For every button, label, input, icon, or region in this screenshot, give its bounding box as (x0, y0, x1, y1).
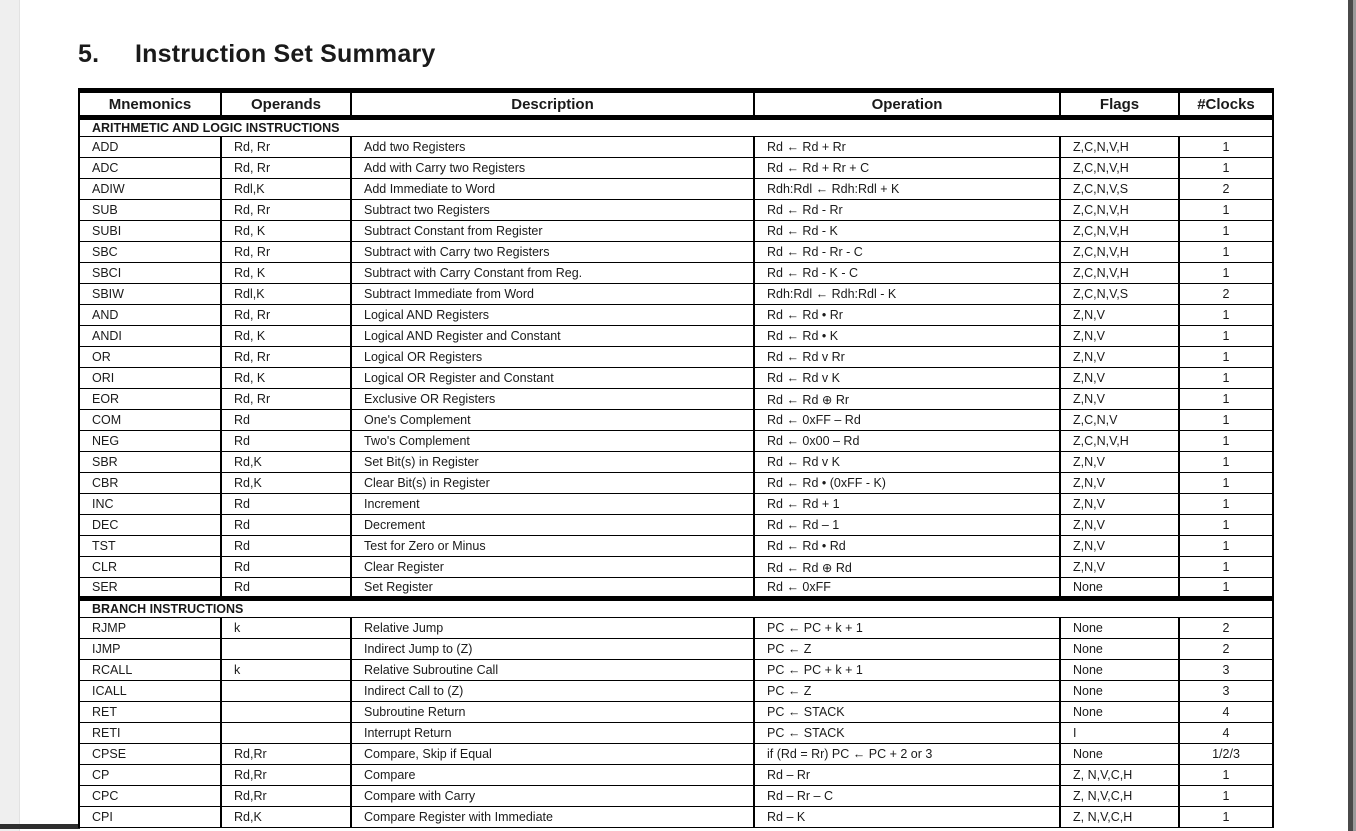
cell-operation: Rd ← Rd • Rd (754, 536, 1060, 557)
cell-clocks: 1 (1179, 536, 1273, 557)
cell-mnemonics: ICALL (79, 681, 221, 702)
cell-operands: Rd,K (221, 473, 351, 494)
cell-flags: Z,C,N,V,S (1060, 284, 1179, 305)
cell-clocks: 1 (1179, 578, 1273, 599)
cell-operation: Rd ← Rd + Rr + C (754, 158, 1060, 179)
cell-clocks: 1 (1179, 242, 1273, 263)
cell-operands: Rd (221, 431, 351, 452)
cell-mnemonics: SUBI (79, 221, 221, 242)
cell-description: Test for Zero or Minus (351, 536, 754, 557)
cell-description: Set Bit(s) in Register (351, 452, 754, 473)
table-row (79, 284, 1273, 305)
cell-operation: Rd ← Rd – 1 (754, 515, 1060, 536)
cell-flags: Z, N,V,C,H (1060, 807, 1179, 828)
cell-description: Indirect Call to (Z) (351, 681, 754, 702)
cell-mnemonics: COM (79, 410, 221, 431)
cell-mnemonics: CBR (79, 473, 221, 494)
cell-description: Compare (351, 765, 754, 786)
cell-mnemonics: SER (79, 578, 221, 599)
cell-operands (221, 639, 351, 660)
cell-clocks: 2 (1179, 618, 1273, 639)
cell-flags: Z,N,V (1060, 368, 1179, 389)
cell-flags: Z,C,N,V,H (1060, 200, 1179, 221)
cell-description: Compare with Carry (351, 786, 754, 807)
cell-operands: Rd, Rr (221, 389, 351, 410)
cell-clocks: 3 (1179, 660, 1273, 681)
cell-mnemonics: ADC (79, 158, 221, 179)
cell-operation: Rdh:Rdl ← Rdh:Rdl + K (754, 179, 1060, 200)
cell-flags: Z,N,V (1060, 494, 1179, 515)
cell-clocks: 1 (1179, 263, 1273, 284)
cell-operands: Rd, Rr (221, 158, 351, 179)
table-body (79, 118, 1273, 828)
cell-description: One's Complement (351, 410, 754, 431)
cell-description: Subroutine Return (351, 702, 754, 723)
cell-operation: Rd ← Rd ⊕ Rr (754, 389, 1060, 410)
cell-operands (221, 723, 351, 744)
cell-operands: Rd,Rr (221, 786, 351, 807)
cell-flags: Z,N,V (1060, 536, 1179, 557)
cell-description: Add two Registers (351, 137, 754, 158)
cell-mnemonics: ANDI (79, 326, 221, 347)
cell-clocks: 1/2/3 (1179, 744, 1273, 765)
cell-clocks: 1 (1179, 515, 1273, 536)
cell-clocks: 1 (1179, 389, 1273, 410)
section-header: ARITHMETIC AND LOGIC INSTRUCTIONS (79, 118, 1273, 137)
cell-description: Set Register (351, 578, 754, 599)
cell-description: Subtract with Carry Constant from Reg. (351, 263, 754, 284)
table-row (79, 368, 1273, 389)
cell-operation: Rd ← Rd + Rr (754, 137, 1060, 158)
cell-operands: Rd,Rr (221, 765, 351, 786)
cell-description: Interrupt Return (351, 723, 754, 744)
table-row (79, 179, 1273, 200)
cell-mnemonics: SBC (79, 242, 221, 263)
cell-flags: None (1060, 681, 1179, 702)
cell-mnemonics: INC (79, 494, 221, 515)
table-row (79, 242, 1273, 263)
page-left-margin-strip (0, 0, 20, 831)
table-row (79, 765, 1273, 786)
table-row (79, 536, 1273, 557)
cell-mnemonics: OR (79, 347, 221, 368)
cell-operands: Rd (221, 536, 351, 557)
cell-clocks: 1 (1179, 494, 1273, 515)
cell-flags: Z,N,V (1060, 473, 1179, 494)
cell-operation: PC ← Z (754, 639, 1060, 660)
cell-clocks: 3 (1179, 681, 1273, 702)
cell-flags: None (1060, 639, 1179, 660)
cell-operation: if (Rd = Rr) PC ← PC + 2 or 3 (754, 744, 1060, 765)
cell-clocks: 1 (1179, 473, 1273, 494)
cell-flags: Z,N,V (1060, 515, 1179, 536)
cell-operands: k (221, 618, 351, 639)
cell-operation: Rd ← Rd - Rr - C (754, 242, 1060, 263)
cell-operation: Rd ← Rd • Rr (754, 305, 1060, 326)
cell-operation: Rd ← 0x00 – Rd (754, 431, 1060, 452)
cell-clocks: 1 (1179, 452, 1273, 473)
cell-mnemonics: SBR (79, 452, 221, 473)
cell-description: Clear Bit(s) in Register (351, 473, 754, 494)
cell-mnemonics: CPC (79, 786, 221, 807)
cell-clocks: 1 (1179, 221, 1273, 242)
cell-mnemonics: CLR (79, 557, 221, 578)
page-bottom-edge (0, 824, 80, 829)
cell-flags: Z,C,N,V,H (1060, 221, 1179, 242)
cell-operation: PC ← PC + k + 1 (754, 660, 1060, 681)
section-number: 5. (78, 40, 100, 68)
cell-description: Logical AND Register and Constant (351, 326, 754, 347)
cell-mnemonics: SBCI (79, 263, 221, 284)
cell-operands: Rd, Rr (221, 242, 351, 263)
table-row (79, 221, 1273, 242)
cell-description: Relative Jump (351, 618, 754, 639)
table-row (79, 200, 1273, 221)
cell-flags: Z,C,N,V,H (1060, 158, 1179, 179)
cell-operation: Rd ← Rd v K (754, 368, 1060, 389)
cell-flags: Z,N,V (1060, 557, 1179, 578)
cell-flags: None (1060, 660, 1179, 681)
cell-mnemonics: ADD (79, 137, 221, 158)
cell-operands: Rd, K (221, 326, 351, 347)
cell-description: Subtract two Registers (351, 200, 754, 221)
cell-mnemonics: RJMP (79, 618, 221, 639)
cell-operands: k (221, 660, 351, 681)
cell-flags: Z,C,N,V,H (1060, 431, 1179, 452)
cell-description: Subtract Immediate from Word (351, 284, 754, 305)
cell-operands: Rd, Rr (221, 137, 351, 158)
table-row (79, 578, 1273, 599)
cell-mnemonics: NEG (79, 431, 221, 452)
cell-description: Indirect Jump to (Z) (351, 639, 754, 660)
cell-operands: Rdl,K (221, 284, 351, 305)
cell-description: Decrement (351, 515, 754, 536)
cell-flags: Z,N,V (1060, 305, 1179, 326)
cell-description: Compare, Skip if Equal (351, 744, 754, 765)
cell-flags: Z,C,N,V,H (1060, 137, 1179, 158)
cell-operation: Rdh:Rdl ← Rdh:Rdl - K (754, 284, 1060, 305)
cell-flags: None (1060, 702, 1179, 723)
cell-flags: None (1060, 578, 1179, 599)
table-row (79, 660, 1273, 681)
cell-mnemonics: IJMP (79, 639, 221, 660)
cell-description: Compare Register with Immediate (351, 807, 754, 828)
cell-mnemonics: DEC (79, 515, 221, 536)
document-page (78, 40, 1272, 828)
cell-operation: Rd – Rr – C (754, 786, 1060, 807)
cell-operands: Rdl,K (221, 179, 351, 200)
column-header-description: Description (351, 91, 754, 118)
cell-description: Add with Carry two Registers (351, 158, 754, 179)
table-row (79, 557, 1273, 578)
cell-operands: Rd, K (221, 368, 351, 389)
cell-operands (221, 702, 351, 723)
table-row (79, 158, 1273, 179)
cell-operation: Rd ← Rd • (0xFF - K) (754, 473, 1060, 494)
table-row (79, 723, 1273, 744)
cell-operands: Rd,Rr (221, 744, 351, 765)
table-row (79, 389, 1273, 410)
cell-mnemonics: ADIW (79, 179, 221, 200)
cell-clocks: 1 (1179, 368, 1273, 389)
cell-description: Clear Register (351, 557, 754, 578)
cell-flags: Z,N,V (1060, 389, 1179, 410)
page-title (78, 40, 1272, 69)
cell-operation: Rd ← 0xFF – Rd (754, 410, 1060, 431)
cell-operation: PC ← STACK (754, 702, 1060, 723)
cell-flags: Z,N,V (1060, 452, 1179, 473)
cell-operands: Rd,K (221, 807, 351, 828)
column-header-operation: Operation (754, 91, 1060, 118)
cell-clocks: 1 (1179, 410, 1273, 431)
cell-description: Subtract with Carry two Registers (351, 242, 754, 263)
cell-description: Logical AND Registers (351, 305, 754, 326)
cell-clocks: 1 (1179, 305, 1273, 326)
cell-clocks: 1 (1179, 158, 1273, 179)
cell-flags: None (1060, 618, 1179, 639)
cell-operands: Rd,K (221, 452, 351, 473)
cell-clocks: 4 (1179, 723, 1273, 744)
cell-clocks: 1 (1179, 431, 1273, 452)
cell-operands: Rd, Rr (221, 305, 351, 326)
cell-operands: Rd, Rr (221, 200, 351, 221)
section-title-text: Instruction Set Summary (135, 40, 436, 68)
table-row (79, 702, 1273, 723)
cell-operands: Rd, Rr (221, 347, 351, 368)
section-header: BRANCH INSTRUCTIONS (79, 599, 1273, 618)
cell-clocks: 1 (1179, 347, 1273, 368)
cell-mnemonics: SUB (79, 200, 221, 221)
cell-mnemonics: AND (79, 305, 221, 326)
cell-flags: None (1060, 744, 1179, 765)
cell-description: Logical OR Register and Constant (351, 368, 754, 389)
table-row (79, 347, 1273, 368)
cell-operands: Rd (221, 557, 351, 578)
cell-flags: Z, N,V,C,H (1060, 786, 1179, 807)
cell-operation: Rd ← Rd v Rr (754, 347, 1060, 368)
table-row (79, 305, 1273, 326)
cell-flags: Z,C,N,V,S (1060, 179, 1179, 200)
cell-clocks: 1 (1179, 765, 1273, 786)
cell-mnemonics: RCALL (79, 660, 221, 681)
cell-flags: Z,N,V (1060, 347, 1179, 368)
cell-operation: Rd ← Rd - K (754, 221, 1060, 242)
table-row (79, 618, 1273, 639)
cell-mnemonics: CPI (79, 807, 221, 828)
table-row (79, 494, 1273, 515)
table-header (79, 91, 1273, 118)
table-row (79, 515, 1273, 536)
cell-operation: Rd ← Rd - K - C (754, 263, 1060, 284)
table-row (79, 473, 1273, 494)
cell-operation: Rd ← Rd ⊕ Rd (754, 557, 1060, 578)
cell-clocks: 1 (1179, 807, 1273, 828)
cell-description: Two's Complement (351, 431, 754, 452)
cell-operands: Rd, K (221, 221, 351, 242)
cell-description: Add Immediate to Word (351, 179, 754, 200)
table-row (79, 410, 1273, 431)
table-row (79, 807, 1273, 828)
cell-operation: PC ← PC + k + 1 (754, 618, 1060, 639)
cell-clocks: 1 (1179, 557, 1273, 578)
cell-operands: Rd (221, 410, 351, 431)
cell-operands: Rd (221, 578, 351, 599)
cell-description: Exclusive OR Registers (351, 389, 754, 410)
cell-operands: Rd (221, 515, 351, 536)
cell-clocks: 4 (1179, 702, 1273, 723)
cell-operation: Rd ← Rd • K (754, 326, 1060, 347)
cell-operation: PC ← STACK (754, 723, 1060, 744)
cell-clocks: 1 (1179, 200, 1273, 221)
table-row (79, 744, 1273, 765)
cell-flags: Z, N,V,C,H (1060, 765, 1179, 786)
cell-operands: Rd (221, 494, 351, 515)
cell-clocks: 2 (1179, 639, 1273, 660)
cell-flags: I (1060, 723, 1179, 744)
column-header-clocks: #Clocks (1179, 91, 1273, 118)
table-row (79, 431, 1273, 452)
cell-mnemonics: CP (79, 765, 221, 786)
cell-operation: Rd ← Rd - Rr (754, 200, 1060, 221)
cell-clocks: 1 (1179, 137, 1273, 158)
cell-operation: PC ← Z (754, 681, 1060, 702)
instruction-table (78, 88, 1274, 828)
cell-description: Logical OR Registers (351, 347, 754, 368)
cell-operation: Rd ← Rd v K (754, 452, 1060, 473)
cell-operation: Rd – K (754, 807, 1060, 828)
cell-operation: Rd – Rr (754, 765, 1060, 786)
column-header-flags: Flags (1060, 91, 1179, 118)
cell-mnemonics: EOR (79, 389, 221, 410)
cell-description: Subtract Constant from Register (351, 221, 754, 242)
cell-clocks: 2 (1179, 284, 1273, 305)
cell-mnemonics: ORI (79, 368, 221, 389)
cell-clocks: 1 (1179, 326, 1273, 347)
cell-mnemonics: TST (79, 536, 221, 557)
cell-mnemonics: RETI (79, 723, 221, 744)
cell-operation: Rd ← 0xFF (754, 578, 1060, 599)
cell-flags: Z,C,N,V (1060, 410, 1179, 431)
cell-flags: Z,C,N,V,H (1060, 263, 1179, 284)
cell-operands (221, 681, 351, 702)
cell-flags: Z,N,V (1060, 326, 1179, 347)
table-row (79, 452, 1273, 473)
table-row (79, 681, 1273, 702)
cell-description: Increment (351, 494, 754, 515)
cell-clocks: 1 (1179, 786, 1273, 807)
table-row (79, 326, 1273, 347)
column-header-mnemonics: Mnemonics (79, 91, 221, 118)
cell-operation: Rd ← Rd + 1 (754, 494, 1060, 515)
cell-mnemonics: RET (79, 702, 221, 723)
table-row (79, 786, 1273, 807)
table-row (79, 263, 1273, 284)
cell-description: Relative Subroutine Call (351, 660, 754, 681)
column-header-operands: Operands (221, 91, 351, 118)
table-row (79, 137, 1273, 158)
cell-mnemonics: CPSE (79, 744, 221, 765)
cell-clocks: 2 (1179, 179, 1273, 200)
cell-flags: Z,C,N,V,H (1060, 242, 1179, 263)
table-row (79, 639, 1273, 660)
cell-operands: Rd, K (221, 263, 351, 284)
cell-mnemonics: SBIW (79, 284, 221, 305)
